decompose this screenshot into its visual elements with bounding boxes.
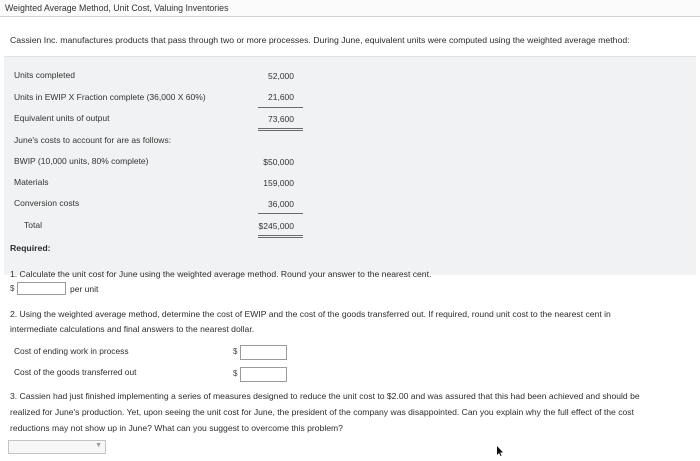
schedule-section-label: June's costs to account for are as follows: <box>14 135 172 145</box>
currency-symbol: $ <box>233 369 238 378</box>
question-3-line1: 3. Cassien had just finished implementing a series of measures designed to reduce the unit cost to $2.00 and was assured that this had been achieved and should be <box>10 391 640 401</box>
schedule-total-value: $245,000 <box>258 221 294 231</box>
total-rule <box>258 128 303 129</box>
required-heading: Required: <box>10 243 51 253</box>
transferred-out-label: Cost of the goods transferred out <box>14 367 137 377</box>
schedule-row-label: Units completed <box>14 70 75 80</box>
question-3-line2: realized for June's production. Yet, upon seeing the unit cost for June, the president of the company was disappointed. Can you explain why the full effect of the cost <box>10 407 634 417</box>
schedule-row-value: 21,600 <box>268 92 294 102</box>
ewip-label: Cost of ending work in process <box>14 346 129 356</box>
mouse-cursor-icon <box>497 446 503 456</box>
question-1-text: 1. Calculate the unit cost for June using the weighted average method. Round your answer to the nearest cent. <box>10 269 432 279</box>
chevron-down-icon: ▼ <box>95 442 102 449</box>
schedule-row-value: 73,600 <box>268 114 294 124</box>
schedule-total-label: Total <box>24 220 42 230</box>
currency-symbol: $ <box>10 284 15 293</box>
ewip-cost-input[interactable] <box>240 345 287 360</box>
schedule-row-label: Equivalent units of output <box>14 113 110 123</box>
subtotal-rule <box>258 213 303 214</box>
per-unit-label: per unit <box>70 284 99 294</box>
cost-schedule-panel <box>4 56 696 275</box>
window-title: Weighted Average Method, Unit Cost, Valuing Inventories <box>5 3 229 13</box>
explanation-dropdown[interactable] <box>8 440 106 454</box>
schedule-row-label: Materials <box>14 177 49 187</box>
question-2-text-line1: 2. Using the weighted average method, determine the cost of EWIP and the cost of the goods transferred out. If required, round unit cost to the nearest cent in <box>10 309 611 319</box>
subtotal-rule <box>258 107 303 108</box>
schedule-row-value: 52,000 <box>268 71 294 81</box>
schedule-row-value: $50,000 <box>263 157 294 167</box>
problem-intro: Cassien Inc. manufactures products that pass through two or more processes. During June, equivalent units were computed using the weighted average method: <box>10 35 630 45</box>
schedule-row-label: BWIP (10,000 units, 80% complete) <box>14 156 149 166</box>
transferred-out-cost-input[interactable] <box>240 367 287 382</box>
currency-symbol: $ <box>233 347 238 356</box>
question-3-line3: reductions may not show up in June? What can you suggest to overcome this problem? <box>10 423 343 433</box>
schedule-row-label: Conversion costs <box>14 198 80 208</box>
schedule-row-value: 36,000 <box>268 199 294 209</box>
schedule-row-value: 159,000 <box>263 178 294 188</box>
window-title-bar <box>0 0 700 17</box>
total-rule <box>258 235 303 236</box>
unit-cost-input[interactable] <box>17 282 66 295</box>
total-rule <box>258 130 303 131</box>
schedule-row-label: Units in EWIP X Fraction complete (36,000 X 60%) <box>14 92 206 102</box>
question-2-text-line2: intermediate calculations and final answers to the nearest dollar. <box>10 324 255 334</box>
total-rule <box>258 237 303 238</box>
